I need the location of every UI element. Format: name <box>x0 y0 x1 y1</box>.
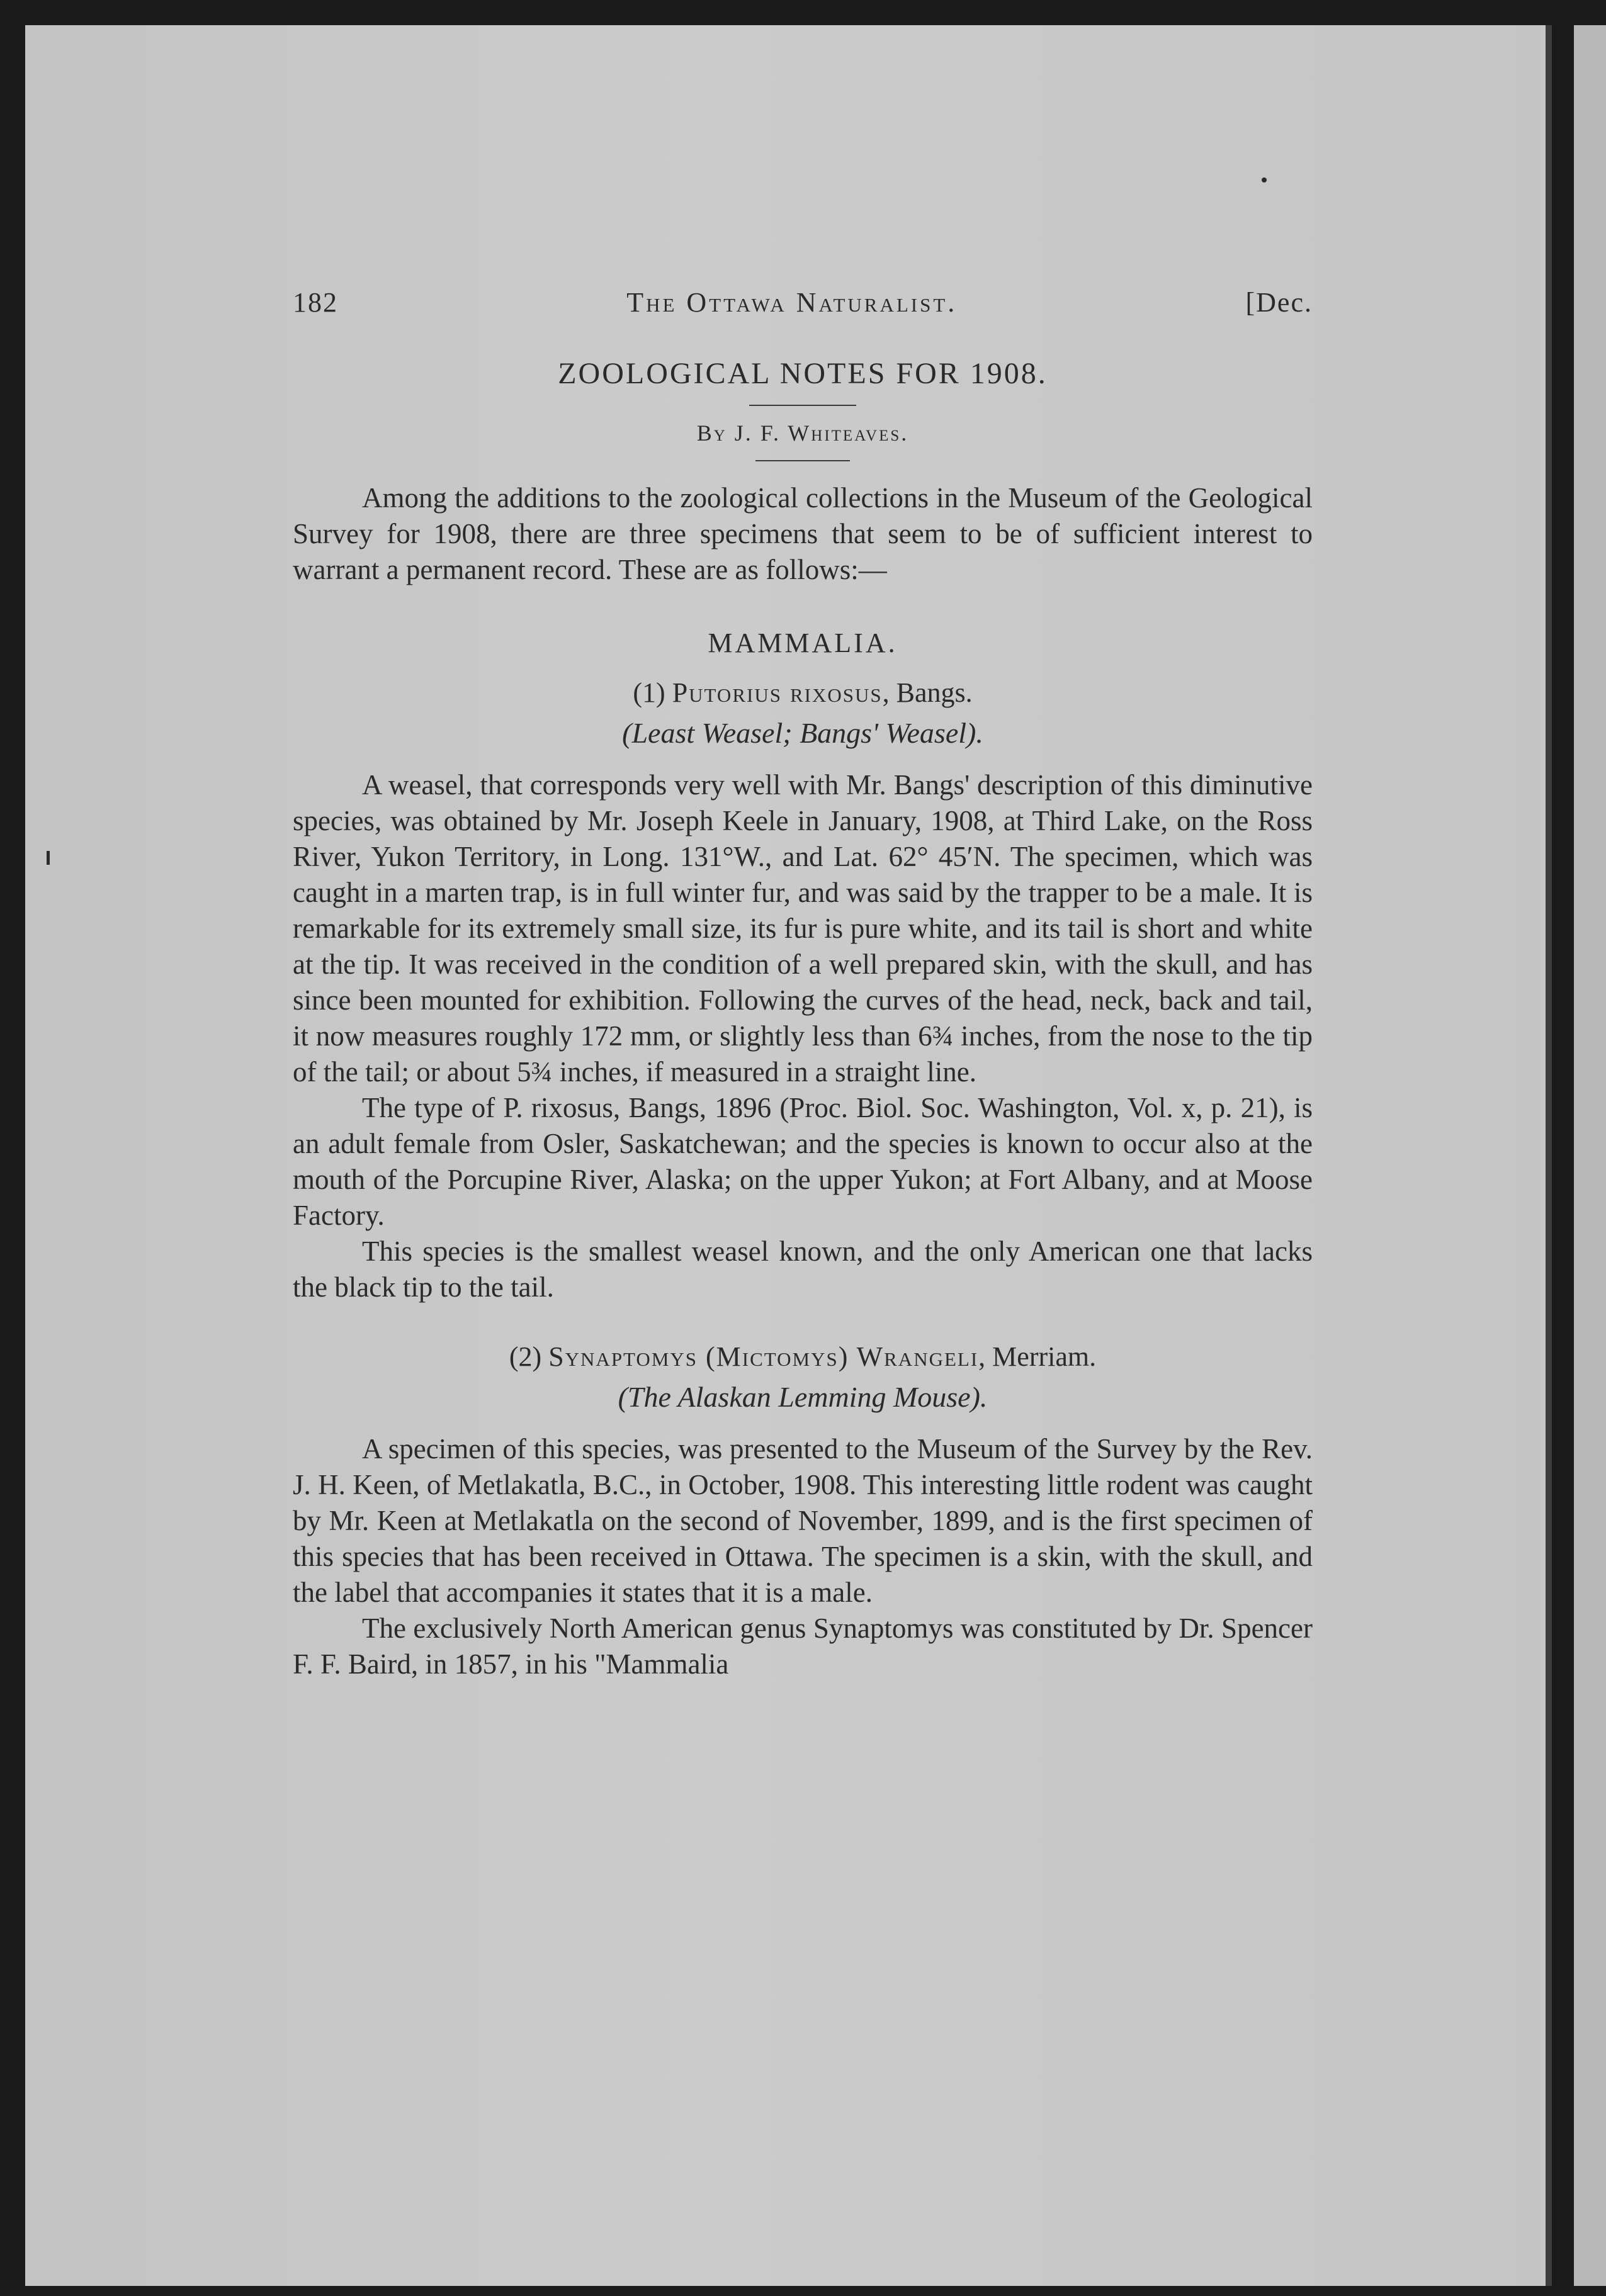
paragraph: The type of P. rixosus, Bangs, 1896 (Proc. Biol. Soc. Washington, Vol. x, p. 21), is an adult female from Osler, Saskatchewan; and the species is known to occur also at the mouth of the Porcupine River, Alaska; on the upper Yukon; at Fort Albany, and at Moose Factory. <box>293 1092 1313 1231</box>
species-number: (1) <box>633 677 665 708</box>
section-heading: MAMMALIA. <box>708 627 898 658</box>
article-title: ZOOLOGICAL NOTES FOR 1908. <box>558 357 1048 390</box>
scan-speck <box>47 851 50 865</box>
intro-paragraph: Among the additions to the zoological collections in the Museum of the Geological Survey for 1908, there are three specimens that seem to be of sufficient interest to warrant a permanent record. These are as follows:— <box>293 482 1313 585</box>
common-name: (The Alaskan Lemming Mouse). <box>618 1381 988 1413</box>
species-author: , Merriam. <box>978 1341 1097 1372</box>
species-heading <box>293 677 1313 709</box>
paragraph: A specimen of this species, was presented to the Museum of the Survey by the Rev. J. H. Keen, of Metlakatla, B.C., in October, 1908. This interesting little rodent was caught by Mr. Keen at Metlakatla on the second of November, 1899, and is the first specimen of this species that has been received in Ottawa. The specimen is a skin, with the skull, and the label that accompanies it states that it is a male. <box>293 1433 1313 1608</box>
paragraph: This species is the smallest weasel known, and the only American one that lacks the black tip to the tail. <box>293 1235 1313 1303</box>
paragraph: A weasel, that corresponds very well with Mr. Bangs' description of this diminutive species, was obtained by Mr. Joseph Keele in January, 1908, at Third Lake, on the Ross River, Yukon Territory, in Long. 131°W., and Lat. 62° 45′N. The specimen, which was caught in a marten trap, is in full winter fur, and was said by the trapper to be a male. It is remarkable for its extremely small size, its fur is pure white, and its tail is short and white at the tip. It was received in the condition of a well prepared skin, with the skull, and has since been mounted for exhibition. Following the curves of the head, neck, back and tail, it now measures roughly 172 mm, or slightly less than 6¾ inches, from the nose to the tip of the tail; or about 5¾ inches, if measured in a straight line. <box>293 769 1313 1088</box>
journal-title: The Ottawa Naturalist. <box>626 287 958 318</box>
binding-edge <box>1546 25 1552 2286</box>
species-author: , Bangs. <box>882 677 973 708</box>
species-name: Putorius rixosus <box>672 677 883 708</box>
page-number: 182 <box>293 287 338 318</box>
paragraph: The exclusively North American genus Synaptomys was constituted by Dr. Spencer F. F. Baird, in 1857, in his "Mammalia <box>293 1612 1313 1680</box>
title-rule <box>749 405 856 406</box>
running-head <box>293 286 1313 318</box>
page-content <box>293 286 1313 1682</box>
byline-rule <box>755 460 850 461</box>
issue-mark: [Dec. <box>1245 287 1313 318</box>
species-name: Synaptomys (Mictomys) Wrangeli <box>548 1341 979 1372</box>
species-number: (2) <box>509 1341 542 1372</box>
next-page-edge <box>1574 25 1606 2286</box>
byline: By J. F. Whiteaves. <box>696 420 909 446</box>
species-heading <box>293 1341 1313 1373</box>
common-name: (Least Weasel; Bangs' Weasel). <box>622 717 983 749</box>
scan-speck <box>1262 177 1267 183</box>
